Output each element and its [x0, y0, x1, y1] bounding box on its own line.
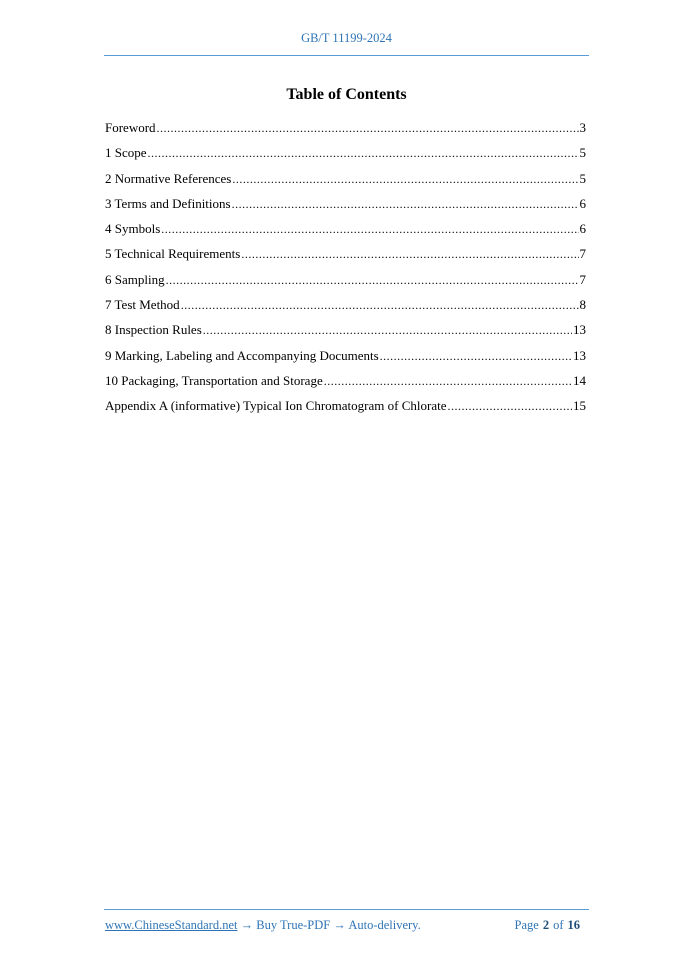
toc-list	[105, 120, 586, 424]
toc-entry-label: 7 Test Method	[105, 297, 180, 313]
toc-entry-marking-labeling[interactable]	[105, 348, 586, 373]
toc-entry-page: 5	[579, 170, 586, 186]
toc-entry-symbols[interactable]	[105, 221, 586, 246]
toc-entry-normative-references[interactable]	[105, 171, 586, 196]
footer-buy-text: Buy True-PDF	[256, 918, 331, 932]
toc-leader-dots	[181, 298, 579, 313]
toc-entry-page: 15	[573, 398, 586, 414]
toc-entry-label: 10 Packaging, Transportation and Storage	[105, 372, 323, 388]
toc-title: Table of Contents	[286, 86, 407, 103]
toc-entry-foreword[interactable]	[105, 120, 586, 145]
toc-entry-label: 2 Normative References	[105, 170, 232, 186]
header-divider	[104, 55, 589, 56]
toc-entry-page: 14	[573, 372, 586, 388]
toc-entry-label: 6 Sampling	[105, 271, 165, 287]
toc-leader-dots	[380, 349, 572, 364]
toc-entry-sampling[interactable]	[105, 272, 586, 297]
footer-promo	[105, 918, 421, 933]
toc-entry-appendix-a[interactable]	[105, 398, 586, 423]
toc-entry-page: 7	[579, 271, 586, 287]
page-total: 16	[567, 918, 580, 932]
toc-entry-technical-requirements[interactable]	[105, 246, 586, 271]
footer-divider	[104, 909, 589, 910]
page-current: 2	[542, 918, 550, 932]
toc-entry-test-method[interactable]	[105, 297, 586, 322]
toc-entry-label: 5 Technical Requirements	[105, 246, 241, 262]
arrow-right-icon: →	[240, 918, 254, 932]
toc-entry-page: 7	[579, 246, 586, 262]
toc-entry-page: 5	[579, 145, 586, 161]
page-label: Page	[514, 918, 539, 932]
toc-leader-dots	[203, 323, 572, 338]
toc-entry-label: Foreword	[105, 120, 156, 135]
toc-entry-scope[interactable]	[105, 145, 586, 170]
toc-entry-label: 4 Symbols	[105, 221, 161, 237]
toc-leader-dots	[324, 374, 572, 389]
toc-entry-page: 3	[579, 120, 586, 135]
page-of: of	[553, 918, 564, 932]
toc-entry-terms-and-definitions[interactable]	[105, 196, 586, 221]
toc-leader-dots	[447, 399, 572, 414]
page-number	[515, 918, 584, 933]
toc-entry-page: 6	[579, 195, 586, 211]
toc-entry-packaging-transportation[interactable]	[105, 373, 586, 398]
toc-entry-label: 1 Scope	[105, 145, 147, 161]
toc-entry-label: Appendix A (informative) Typical Ion Chromatogram of Chlorate	[105, 398, 447, 414]
toc-entry-label: 8 Inspection Rules	[105, 322, 202, 338]
toc-entry-label: 3 Terms and Definitions	[105, 195, 231, 211]
toc-leader-dots	[232, 172, 578, 187]
footer-delivery-text: Auto-delivery.	[348, 918, 421, 932]
toc-entry-page: 6	[579, 221, 586, 237]
arrow-right-icon: →	[333, 918, 346, 932]
toc-leader-dots	[161, 222, 578, 237]
toc-leader-dots	[166, 273, 579, 288]
toc-leader-dots	[241, 247, 578, 262]
website-link[interactable]: www.ChineseStandard.net	[105, 918, 238, 932]
toc-leader-dots	[232, 197, 579, 212]
toc-entry-label: 9 Marking, Labeling and Accompanying Documents	[105, 347, 379, 363]
toc-entry-page: 8	[579, 297, 586, 313]
toc-leader-dots	[157, 121, 579, 136]
toc-entry-inspection-rules[interactable]	[105, 322, 586, 347]
toc-entry-page: 13	[573, 347, 586, 363]
toc-leader-dots	[148, 146, 579, 161]
document-code-header: GB/T 11199-2024	[301, 31, 392, 45]
toc-entry-page: 13	[573, 322, 586, 338]
